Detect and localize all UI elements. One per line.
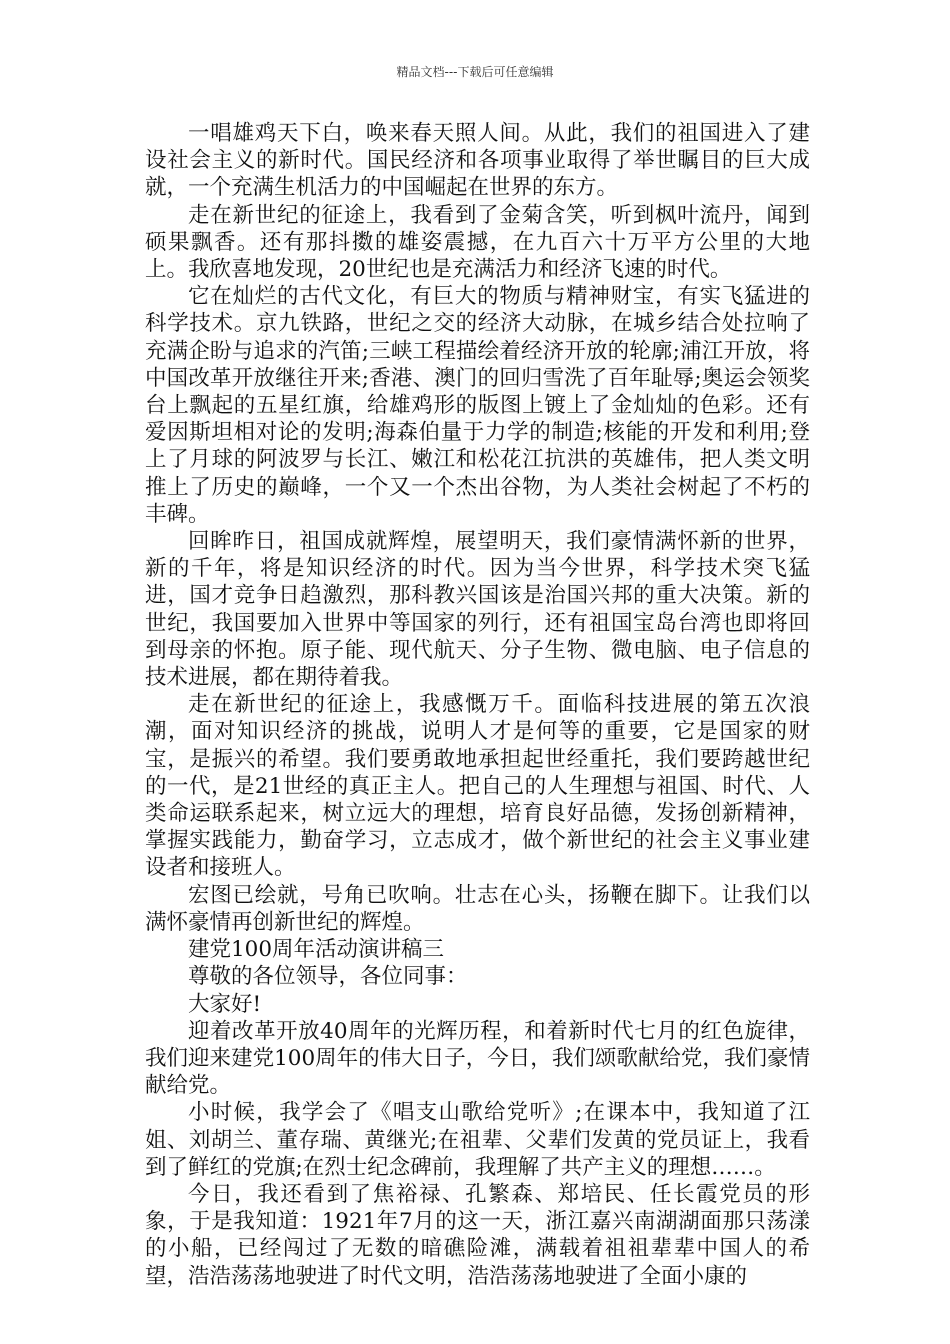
paragraph: 它在灿烂的古代文化，有巨大的物质与精神财宝，有实飞猛进的科学技术。京九铁路，世纪之交的经济大动脉，在城乡结合处拉响了充满企盼与追求的汽笛;三峡工程描绘着经济开放的轮廓;浦江开放，将中国改革开放继往开来;香港、澳门的回归雪洗了百年耻辱;奥运会领奖台上飘起的五星红旗，给雄鸡形的版图上镀上了金灿灿的色彩。还有爱因斯坦相对论的发明;海森伯量于力学的制造;核能的开发和利用;登上了月球的阿波罗与长江、嫩江和松花江抗洪的英雄伟，把人类文明推上了历史的巅峰，一个又一个杰出谷物，为人类社会树起了不朽的丰碑。 <box>145 284 810 527</box>
paragraph: 走在新世纪的征途上，我看到了金菊含笑，听到枫叶流丹，闻到硕果飘香。还有那抖擞的雄姿震撼，在九百六十万平方公里的大地上。我欣喜地发现，20世纪也是充满活力和经济飞速的时代。 <box>145 202 810 283</box>
paragraph: 宏图已绘就，号角已吹响。壮志在心头，扬鞭在脚下。让我们以满怀豪情再创新世纪的辉煌。 <box>145 882 810 935</box>
paragraph: 一唱雄鸡天下白，唤来春天照人间。从此，我们的祖国进入了建设社会主义的新时代。国民经济和各项事业取得了举世瞩目的巨大成就，一个充满生机活力的中国崛起在世界的东方。 <box>145 121 810 201</box>
paragraph: 回眸昨日，祖国成就辉煌，展望明天，我们豪情满怀新的世界，新的千年，将是知识经济的时代。因为当今世界，科学技术突飞猛进，国才竞争日趋激烈，那科教兴国该是治国兴邦的重大决策。新的世纪，我国要加入世界中等国家的列行，还有祖国宝岛台湾也即将回到母亲的怀抱。原子能、现代航天、分子生物、微电脑、电子信息的技术进展，都在期待着我。 <box>145 529 810 691</box>
greeting: 大家好! <box>188 991 262 1017</box>
paragraph: 走在新世纪的征途上，我感慨万千。面临科技进展的第五次浪潮，面对知识经济的挑战，说明人才是何等的重要，它是国家的财宝，是振兴的希望。我们要勇敢地承担起世经重托，我们要跨越世纪的一代，是21世经的真正主人。把自己的人生理想与祖国、时代、人类命运联系起来，树立远大的理想，培育良好品德，发扬创新精神，掌握实践能力，勤奋学习，立志成才，做个新世纪的社会主义事业建设者和接班人。 <box>145 692 810 881</box>
salutation: 尊敬的各位领导，各位同事： <box>188 964 468 990</box>
paragraph: 今日，我还看到了焦裕禄、孔繁森、郑培民、任长霞党员的形象，于是我知道：1921年7月的这一天，浙江嘉兴南湖湖面那只荡漾的小船，已经闯过了无数的暗礁险滩，满载着祖祖辈辈中国人的希望，浩浩荡荡地驶进了时代文明，浩浩荡荡地驶进了全面小康的 <box>145 1181 810 1289</box>
paragraph: 迎着改革开放40周年的光辉历程，和着新时代七月的红色旋律，我们迎来建党100周年的伟大日子，今日，我们颂歌献给党，我们豪情献给党。 <box>145 1018 810 1099</box>
paragraph: 小时候，我学会了《唱支山歌给党听》;在课本中，我知道了江姐、刘胡兰、董存瑞、黄继光;在祖辈、父辈们发黄的党员证上，我看到了鲜红的党旗;在烈士纪念碑前，我理解了共产主义的理想……。 <box>145 1100 810 1180</box>
section-title: 建党100周年活动演讲稿三 <box>188 937 445 963</box>
page-header: 精品文档---下载后可任意编辑 <box>396 65 554 79</box>
document-body <box>145 120 810 1290</box>
